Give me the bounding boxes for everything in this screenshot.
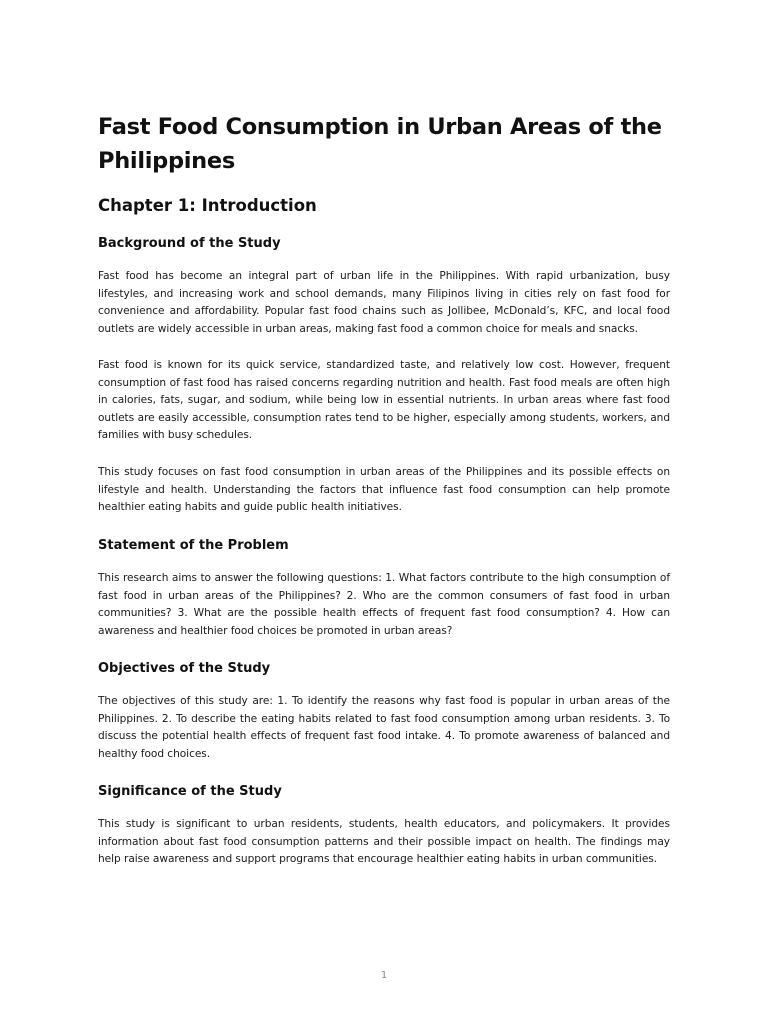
paragraph-background-2: Fast food is known for its quick service, standardized taste, and relatively low cost. However, frequent consumption of fast food has raised concerns regarding nutrition and health. Fast food meals are often high in calories, fats, sugar, and sodium, while being low in essential nutrients. In urban areas where fast food outlets are easily accessible, consumption rates tend to be higher, especially among students, workers, and families with busy schedules. bbox=[98, 359, 670, 442]
section-heading-objectives: Objectives of the Study bbox=[98, 661, 271, 676]
paragraph-background-3: This study focuses on fast food consumption in urban areas of the Philippines and its possible effects on lifestyle and health. Understanding the factors that influence fast food consumption can help promote healthier eating habits and guide public health initiatives. bbox=[98, 466, 670, 514]
document-title: Fast Food Consumption in Urban Areas of the Philippines bbox=[98, 114, 662, 174]
section-heading-significance: Significance of the Study bbox=[98, 784, 282, 799]
paragraph-significance: This study is significant to urban residents, students, health educators, and policymakers. It provides information about fast food consumption patterns and their possible impact on health. The findings may help raise awareness and support programs that encourage healthier eating habits in urban communities. bbox=[98, 818, 670, 866]
paragraph-background-1: Fast food has become an integral part of urban life in the Philippines. With rapid urbanization, busy lifestyles, and increasing work and school demands, many Filipinos living in cities rely on fast food for convenience and affordability. Popular fast food chains such as Jollibee, McDonald’s, KFC, and local food outlets are widely accessible in urban areas, making fast food a common choice for meals and snacks. bbox=[98, 270, 670, 335]
section-heading-background: Background of the Study bbox=[98, 236, 281, 251]
paragraph-problem: This research aims to answer the following questions: 1. What factors contribute to the high consumption of fast food in urban areas of the Philippines? 2. Who are the common consumers of fast food in urban communities? 3. What are the possible health effects of frequent fast food consumption? 4. How can awareness and healthier food choices be promoted in urban areas? bbox=[98, 572, 670, 637]
chapter-heading: Chapter 1: Introduction bbox=[98, 196, 317, 215]
section-heading-problem: Statement of the Problem bbox=[98, 538, 289, 553]
page-number: 1 bbox=[380, 970, 388, 981]
paragraph-objectives: The objectives of this study are: 1. To identify the reasons why fast food is popular in urban areas of the Philippines. 2. To describe the eating habits related to fast food consumption among urban residents. 3. To discuss the potential health effects of frequent fast food intake. 4. To promote awareness of balanced and healthy food choices. bbox=[98, 695, 670, 760]
